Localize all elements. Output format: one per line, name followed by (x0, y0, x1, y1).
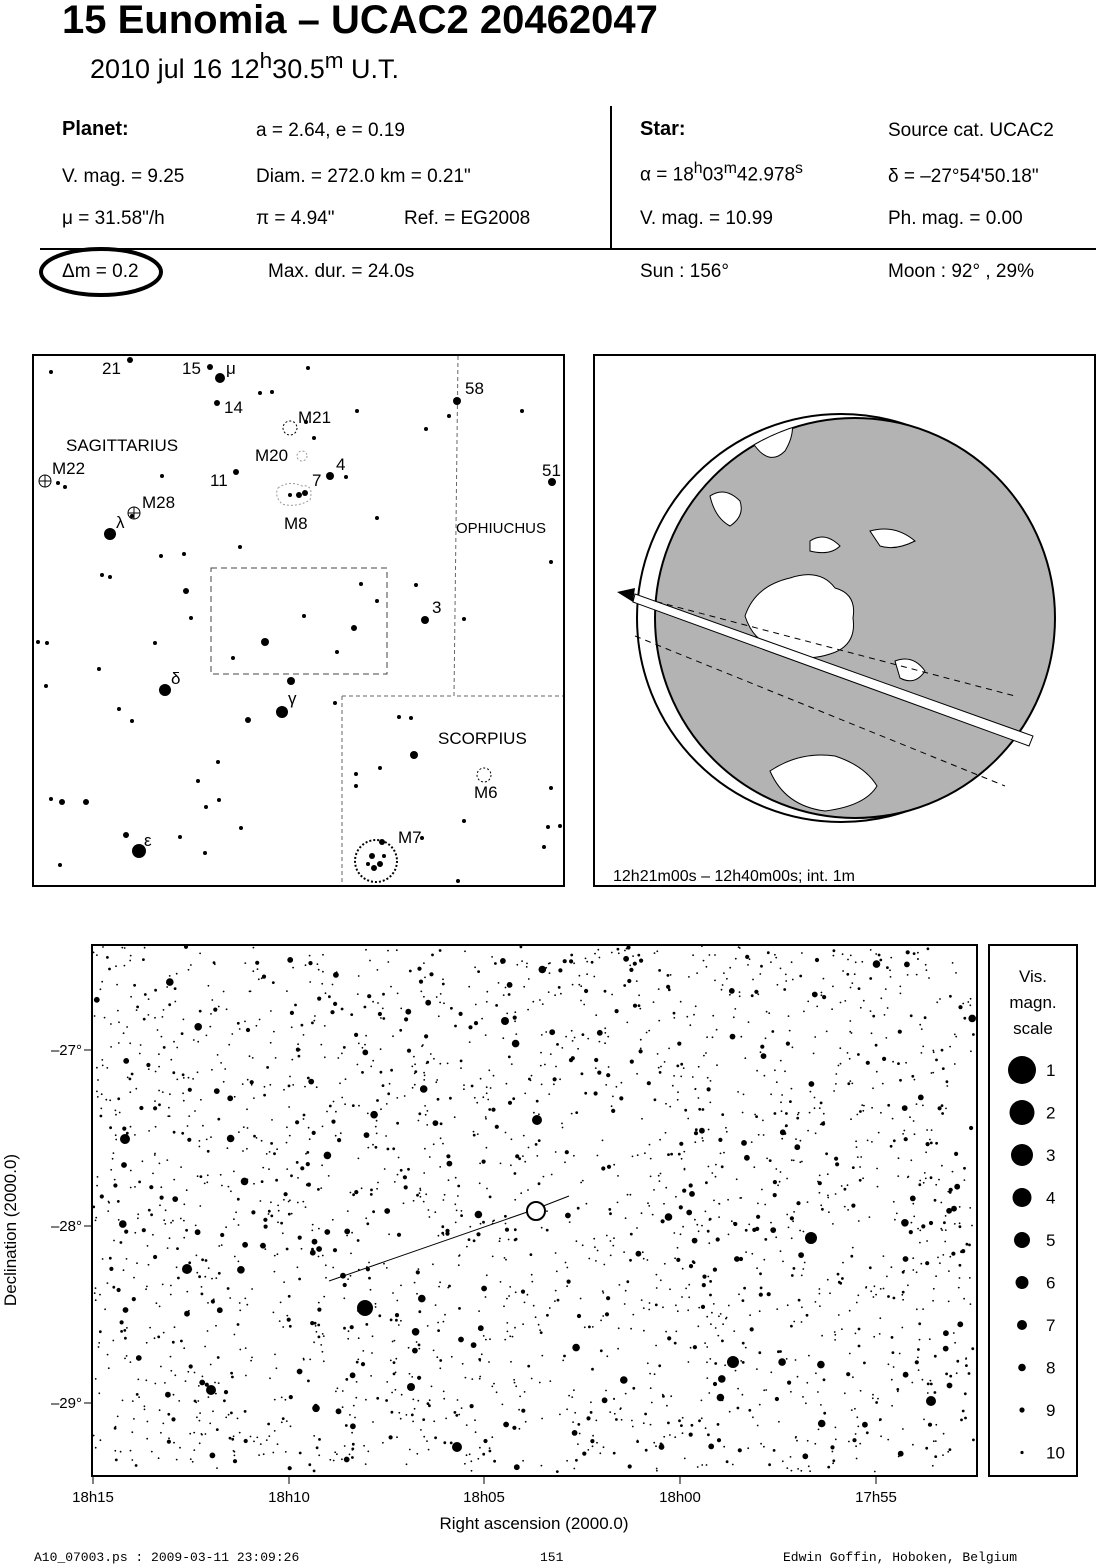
label-epsilon: ε (144, 831, 152, 850)
chart-axes (0, 944, 1000, 1544)
time-suffix: U.T. (343, 54, 399, 84)
ra-tick-labels (72, 1489, 897, 1506)
m20-nebula-icon (297, 451, 307, 461)
legend-label: 1 (1046, 1061, 1056, 1080)
ra-seconds: 42.978 (736, 164, 796, 186)
constellation-ophiuchus: OPHIUCHUS (456, 520, 547, 537)
planet-diam: Diam. = 272.0 km = 0.21" (256, 166, 471, 187)
star-vmag: V. mag. = 10.99 (640, 208, 773, 229)
label-51: 51 (542, 461, 561, 480)
ra-h-unit: h (693, 160, 703, 177)
legend-title-line: Vis. (1018, 967, 1048, 986)
legend-dot (1011, 1144, 1033, 1166)
dec-ticks (84, 1050, 91, 1403)
planet-parallax: π = 4.94" (256, 208, 335, 229)
footer-author: Edwin Goffin, Hoboken, Belgium (783, 1550, 1018, 1565)
legend-label: 10 (1046, 1443, 1065, 1463)
globe-panel (593, 354, 1096, 887)
m7-stars (366, 853, 386, 871)
label-m8: M8 (284, 514, 308, 533)
legend-label: 8 (1046, 1358, 1056, 1378)
legend-dot (1016, 1276, 1029, 1289)
legend-label: 3 (1046, 1146, 1056, 1165)
page-title: 15 Eunomia – UCAC2 20462047 (62, 0, 658, 42)
label-m22: M22 (52, 459, 86, 478)
legend-label: 9 (1046, 1401, 1056, 1420)
label-14: 14 (224, 398, 243, 417)
constellation-scorpius: SCORPIUS (438, 729, 527, 748)
finder-svg (34, 356, 563, 885)
label-7: 7 (312, 471, 322, 490)
label-mu: μ (226, 359, 236, 378)
label-delta: δ (171, 669, 181, 688)
table-rule (40, 248, 1096, 250)
m21-cluster-icon (283, 421, 297, 435)
ra-tick-label: 18h15 (72, 1489, 114, 1506)
legend-label: 4 (1046, 1188, 1056, 1208)
planet-ref: Ref. = EG2008 (404, 208, 531, 229)
constellation-sagittarius: SAGITTARIUS (66, 436, 179, 455)
label-15: 15 (182, 359, 201, 378)
star-ra (640, 160, 803, 186)
label-gamma: γ (288, 689, 297, 708)
legend-label: 2 (1046, 1103, 1056, 1123)
m6-cluster-icon (477, 768, 491, 782)
legend-dot (1017, 1320, 1027, 1330)
label-21: 21 (102, 359, 121, 378)
ra-tick-label: 17h55 (855, 1489, 897, 1506)
label-3: 3 (432, 598, 442, 617)
ra-tick-label: 18h00 (659, 1489, 701, 1506)
star-source: Source cat. UCAC2 (888, 120, 1054, 141)
dec-tick-label: –29° (50, 1395, 82, 1412)
star-dec: δ = –27°54'50.18" (888, 166, 1039, 187)
max-duration: Max. dur. = 24.0s (268, 261, 415, 282)
ra-axis-title: Right ascension (2000.0) (439, 1514, 629, 1533)
legend-dot (1013, 1188, 1032, 1207)
event-time (90, 48, 399, 85)
earth-disk (655, 418, 1055, 818)
globular-icons (39, 475, 140, 519)
legend-label: 5 (1046, 1231, 1056, 1250)
minute-unit: m (324, 48, 344, 73)
label-11: 11 (210, 471, 228, 490)
sun-elongation: Sun : 156° (640, 261, 729, 282)
star-heading: Star: (640, 118, 686, 140)
legend-dot (1008, 1056, 1036, 1084)
legend-dot (1010, 1100, 1035, 1125)
legend-svg (990, 946, 1076, 1475)
finder-chart (32, 354, 565, 887)
label-m20: M20 (255, 446, 289, 465)
ra-s-unit: s (795, 160, 803, 177)
legend-label: 6 (1046, 1273, 1056, 1293)
m7-cluster-icon (355, 840, 397, 882)
ra-tick-label: 18h05 (463, 1489, 505, 1506)
ra-ticks (93, 1477, 876, 1484)
dec-tick-label: –27° (50, 1042, 82, 1059)
legend-title-line: magn. (1009, 993, 1057, 1012)
event-minutes: 30.5 (272, 54, 325, 84)
delta-mag: Δm = 0.2 (62, 261, 139, 282)
globe-caption: 12h21m00s – 12h40m00s; int. 1m (613, 868, 855, 885)
star-phmag: Ph. mag. = 0.00 (888, 208, 1023, 229)
globe-svg (595, 356, 1094, 885)
legend-title-line: scale (1013, 1019, 1053, 1038)
legend-dot (1019, 1407, 1024, 1412)
hour-unit: h (259, 48, 273, 73)
label-m21: M21 (298, 408, 332, 427)
label-m28: M28 (142, 493, 176, 512)
moon-info: Moon : 92° , 29% (888, 261, 1034, 282)
ra-m-unit: m (723, 160, 737, 177)
magnitude-legend (988, 944, 1078, 1477)
footer-page: 151 (540, 1550, 564, 1565)
label-4: 4 (336, 455, 346, 474)
dec-axis-title: Declination (2000.0) (1, 1153, 20, 1307)
planet-motion: μ = 31.58"/h (62, 208, 165, 229)
label-58: 58 (465, 379, 484, 398)
planet-vmag: V. mag. = 9.25 (62, 166, 185, 187)
event-date: 2010 jul 16 12 (90, 54, 260, 84)
planet-heading: Planet: (62, 118, 129, 140)
label-m7: M7 (398, 828, 422, 847)
legend-dot (1020, 1451, 1023, 1454)
table-divider (610, 106, 612, 248)
constellation-labels (66, 436, 546, 748)
ra-minutes: 03 (702, 164, 724, 186)
label-lambda: λ (116, 513, 125, 532)
ra-tick-label: 18h10 (268, 1489, 310, 1506)
finder-labels (52, 359, 561, 850)
label-m6: M6 (474, 783, 498, 802)
planet-orbit: a = 2.64, e = 0.19 (256, 120, 405, 141)
direction-arrow-icon (617, 588, 635, 602)
ra-prefix: α = 18 (640, 164, 694, 186)
dec-tick-label: –28° (50, 1218, 82, 1235)
footer-file: A10_07003.ps : 2009-03-11 23:09:26 (34, 1550, 300, 1565)
legend-dot (1018, 1364, 1026, 1372)
dec-tick-labels (51, 1042, 82, 1412)
legend-dot (1014, 1232, 1030, 1248)
legend-label: 7 (1046, 1316, 1056, 1335)
